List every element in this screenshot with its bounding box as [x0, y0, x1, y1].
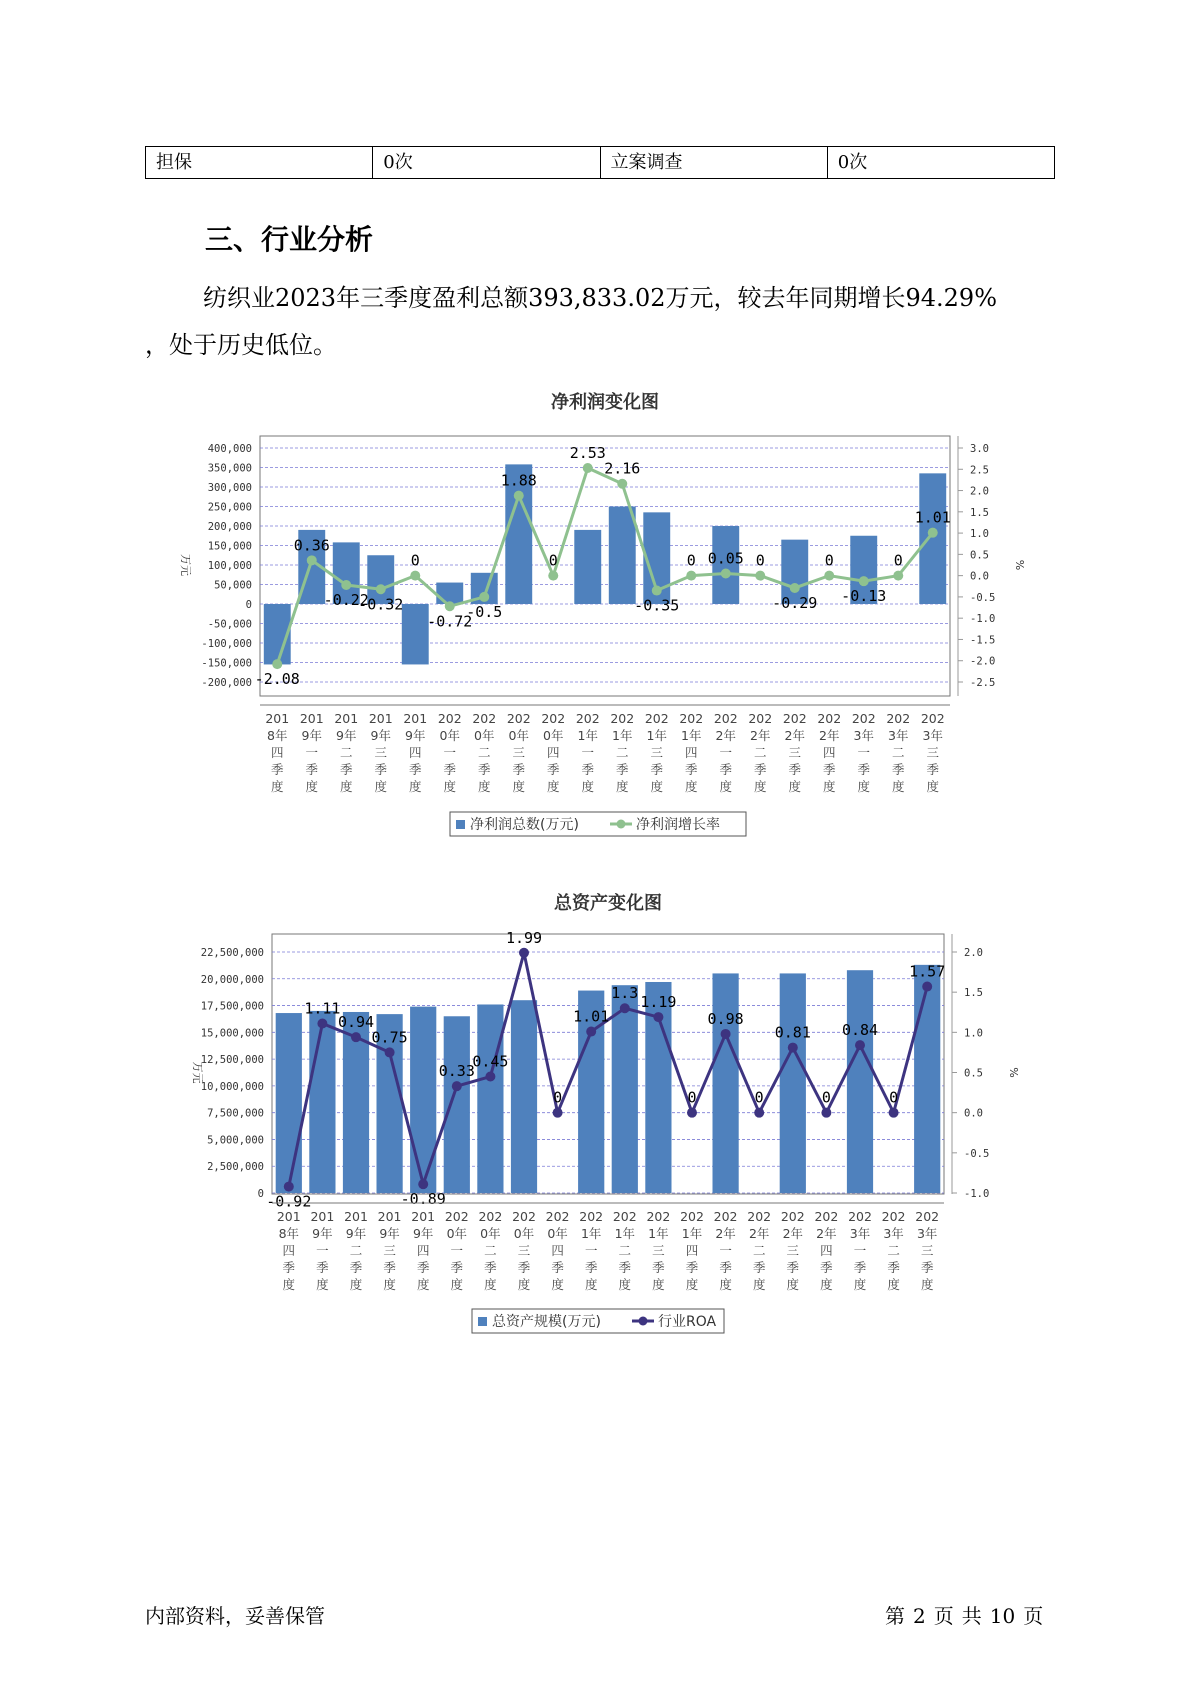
x-tick-label: 201 9年一季度: [310, 1209, 335, 1292]
line-point: [721, 1029, 731, 1039]
line-point: [418, 1179, 428, 1189]
line-point: [514, 491, 524, 501]
y-tick-label: 400,000: [207, 443, 252, 455]
data-label: -0.89: [400, 1190, 446, 1209]
y-tick-label: 20,000,000: [200, 973, 264, 986]
y2-tick-label: 3.0: [970, 443, 989, 455]
x-tick-label: 202 0年一季度: [444, 1209, 469, 1292]
bar: [444, 1016, 470, 1193]
footer-page-number: [885, 1600, 1051, 1629]
bar: [436, 583, 463, 604]
data-label: 2.16: [604, 459, 641, 478]
x-tick-label: 202 0年三季度: [512, 1209, 536, 1292]
data-label: 0.98: [707, 1009, 744, 1028]
x-tick-label: 202 2年三季度: [780, 1209, 805, 1292]
data-label: 1.99: [505, 928, 543, 947]
x-tick-label: 201 9年一季度: [299, 711, 324, 794]
y2-tick-label: 1.0: [964, 1027, 983, 1040]
bar: [914, 965, 940, 1193]
legend-bar-swatch: [478, 1317, 487, 1326]
line-point: [445, 601, 455, 611]
chart-title: 净利润变化图: [551, 392, 659, 413]
y2-axis-title: %: [1007, 1067, 1020, 1078]
y-tick-label: -150,000: [201, 657, 252, 670]
footer-confidential-note: 内部资料，妥善保管: [145, 1604, 325, 1628]
y2-tick-label: -0.5: [964, 1147, 990, 1160]
line-point: [686, 571, 696, 581]
y2-tick-label: 0.0: [964, 1107, 983, 1120]
line-point: [754, 1108, 764, 1118]
data-label: -0.5: [466, 602, 503, 621]
x-tick-label: 201 8年四季度: [276, 1209, 301, 1292]
risk-info-table: [145, 146, 1055, 179]
data-label: 1.01: [914, 508, 951, 527]
x-tick-label: 201 9年四季度: [403, 711, 428, 794]
data-label: 0.33: [438, 1062, 475, 1081]
x-tick-label: 202 3年一季度: [851, 711, 876, 794]
footer-page-current: 2: [913, 1604, 926, 1628]
x-tick-label: 202 1年四季度: [679, 711, 704, 794]
legend-label: 净利润增长率: [636, 817, 720, 833]
line-point: [893, 571, 903, 581]
data-label: 0: [821, 1088, 831, 1107]
y-tick-label: 22,500,000: [200, 947, 264, 959]
line-point: [859, 576, 869, 586]
y-tick-label: 250,000: [207, 501, 252, 514]
y2-tick-label: -1.0: [970, 613, 996, 626]
data-label: 0.81: [774, 1023, 811, 1042]
y-tick-label: 7,500,000: [207, 1107, 264, 1120]
bar: [919, 473, 946, 604]
bar: [402, 604, 429, 664]
table-cell-guarantee-label: 担保: [146, 147, 373, 179]
data-label: 1.01: [573, 1007, 610, 1026]
x-tick-label: 201 9年二季度: [334, 711, 359, 794]
line-point: [307, 555, 317, 565]
data-label: -0.13: [841, 587, 887, 606]
x-tick-label: 201 9年四季度: [411, 1209, 436, 1292]
line-point: [788, 1043, 798, 1053]
line-point: [617, 479, 627, 489]
legend-label: 净利润总数(万元): [470, 817, 579, 833]
line-point: [479, 592, 489, 602]
y2-tick-label: 2.5: [970, 464, 989, 477]
data-label: 1.3: [611, 984, 639, 1003]
y-tick-label: -50,000: [207, 618, 252, 631]
y-tick-label: 5,000,000: [207, 1134, 264, 1147]
industry-paragraph: [145, 275, 1080, 369]
bar: [574, 530, 601, 604]
bar: [410, 1007, 436, 1193]
data-label: 0.84: [841, 1021, 879, 1040]
y2-tick-label: 2.0: [964, 947, 983, 959]
bar: [477, 1004, 503, 1193]
legend-line-marker: [639, 1317, 648, 1326]
y2-tick-label: 0.5: [970, 549, 989, 562]
table-cell-guarantee-value: 0次: [373, 147, 600, 179]
x-tick-label: 202 3年三季度: [915, 1209, 940, 1292]
data-label: -0.32: [358, 595, 404, 614]
x-tick-label: 202 0年二季度: [478, 1209, 503, 1292]
data-label: 1.11: [304, 999, 341, 1018]
x-tick-label: 202 2年二季度: [747, 1209, 772, 1292]
y-tick-label: 200,000: [207, 521, 252, 533]
x-tick-label: 202 3年二季度: [881, 1209, 906, 1292]
footer-page-word: 共: [961, 1604, 982, 1628]
x-tick-label: 202 0年三季度: [506, 711, 531, 794]
data-label: 0: [893, 551, 903, 570]
y-tick-label: 150,000: [207, 540, 252, 553]
line-point: [519, 948, 529, 958]
y-tick-label: 2,500,000: [207, 1161, 264, 1174]
plot-frame: [272, 934, 944, 1194]
data-label: 0: [824, 551, 834, 570]
line-point: [410, 571, 420, 581]
footer-page-word: 第: [885, 1604, 905, 1628]
x-tick-label: 202 2年二季度: [748, 711, 773, 794]
y2-tick-label: 1.5: [970, 506, 989, 519]
data-label: 1.57: [909, 962, 946, 981]
footer-page-word: 页: [1023, 1604, 1044, 1628]
y2-tick-label: -1.5: [970, 634, 996, 647]
y2-tick-label: -0.5: [970, 591, 996, 604]
bar: [712, 973, 738, 1193]
data-label: -0.92: [266, 1192, 312, 1211]
line-point: [721, 569, 731, 579]
x-tick-label: 202 0年四季度: [541, 711, 566, 794]
data-label: 0: [754, 1088, 764, 1107]
y-tick-label: 350,000: [207, 462, 252, 475]
x-tick-label: 202 1年一季度: [579, 1209, 604, 1292]
y2-axis-title: %: [1013, 559, 1026, 571]
line-point: [385, 1047, 395, 1057]
data-label: -2.08: [254, 670, 300, 689]
y-tick-label: 12,500,000: [200, 1054, 264, 1067]
line-point: [755, 571, 765, 581]
data-label: 0: [410, 551, 420, 570]
data-label: -0.72: [427, 612, 473, 631]
table-cell-investigation-value: 0次: [827, 147, 1054, 179]
data-label: 0.94: [337, 1013, 375, 1032]
chart-title: 总资产变化图: [554, 893, 662, 914]
line-point: [351, 1032, 361, 1042]
data-label: -0.35: [634, 596, 680, 615]
y-tick-label: 17,500,000: [200, 1000, 264, 1013]
x-tick-label: 202 2年四季度: [814, 1209, 839, 1292]
data-label: 0: [755, 551, 765, 570]
y2-tick-label: 1.5: [964, 987, 983, 1000]
data-label: 2.53: [569, 443, 606, 462]
x-tick-label: 201 8年四季度: [265, 711, 290, 794]
y2-tick-label: -2.5: [970, 677, 996, 689]
line-point: [653, 1012, 663, 1022]
x-tick-label: 202 1年三季度: [644, 711, 669, 794]
y2-tick-label: -2.0: [970, 655, 996, 668]
footer-page-word: 页: [933, 1604, 954, 1628]
line-point: [272, 659, 282, 669]
x-tick-label: 202 2年三季度: [782, 711, 807, 794]
legend-label: 总资产规模(万元): [492, 1314, 601, 1330]
y-tick-label: 100,000: [207, 560, 252, 572]
y2-tick-label: 1.0: [970, 528, 989, 541]
line-point: [790, 583, 800, 593]
bar: [276, 1013, 302, 1193]
line-point: [548, 571, 558, 581]
data-label: 1.19: [640, 993, 677, 1012]
data-label: 0.75: [371, 1028, 408, 1047]
x-tick-label: 202 1年四季度: [680, 1209, 704, 1292]
x-tick-label: 202 2年四季度: [817, 711, 842, 794]
paragraph-line-1: 纺织业2023年三季度盈利总额393,833.02万元，较去年同期增长94.29%: [203, 284, 998, 312]
bar: [609, 507, 636, 605]
x-tick-label: 202 1年一季度: [575, 711, 600, 794]
bar: [780, 973, 806, 1193]
table-row: [146, 147, 1055, 179]
x-tick-label: 202 1年二季度: [612, 1209, 637, 1292]
line-point: [553, 1108, 563, 1118]
y-axis-title: 万元: [191, 1061, 204, 1084]
legend-line-marker: [617, 820, 626, 829]
y-axis-title: 万元: [179, 554, 192, 576]
x-tick-label: 202 0年二季度: [472, 711, 497, 794]
x-tick-label: 202 3年三季度: [920, 711, 945, 794]
net-profit-chart: [0, 385, 1191, 855]
y-tick-label: 50,000: [214, 579, 252, 592]
x-tick-label: 202 0年四季度: [545, 1209, 570, 1292]
line-point: [620, 1003, 630, 1013]
line-point: [376, 584, 386, 594]
paragraph-line-2: ，处于历史低位。: [145, 331, 337, 359]
data-label: 0: [687, 1088, 697, 1107]
data-label: 0: [686, 551, 696, 570]
y-tick-label: 0: [257, 1188, 264, 1200]
y-tick-label: 10,000,000: [200, 1080, 264, 1093]
data-label: 0: [548, 551, 558, 570]
line-point: [821, 1108, 831, 1118]
data-label: -0.29: [772, 593, 818, 612]
line-point: [889, 1108, 899, 1118]
line-point: [583, 463, 593, 473]
y2-tick-label: 0.5: [964, 1067, 983, 1080]
y-tick-label: 300,000: [207, 482, 252, 494]
section-heading: 三、行业分析: [205, 223, 374, 256]
line-point: [284, 1182, 294, 1192]
x-tick-label: 202 3年一季度: [848, 1209, 872, 1292]
total-assets-chart: [0, 885, 1191, 1365]
line-point: [652, 586, 662, 596]
line-point: [341, 580, 351, 590]
data-label: 1.88: [500, 471, 537, 490]
bar: [847, 970, 873, 1193]
table-cell-investigation-label: 立案调查: [600, 147, 827, 179]
line-point: [922, 982, 932, 992]
y2-tick-label: -1.0: [964, 1188, 990, 1200]
data-label: 0.36: [293, 536, 330, 555]
x-tick-label: 201 9年三季度: [377, 1209, 402, 1292]
x-tick-label: 201 9年二季度: [344, 1209, 368, 1292]
y-tick-label: 0: [245, 599, 252, 611]
y-tick-label: -100,000: [201, 638, 252, 650]
data-label: 0: [553, 1088, 563, 1107]
line-point: [928, 528, 938, 538]
line-point: [317, 1018, 327, 1028]
legend-label: 行业ROA: [658, 1314, 717, 1330]
x-tick-label: 202 3年二季度: [886, 711, 911, 794]
x-tick-label: 202 0年一季度: [437, 711, 462, 794]
y-tick-label: 15,000,000: [200, 1027, 264, 1040]
x-tick-label: 202 2年一季度: [713, 1209, 738, 1292]
legend-bar-swatch: [456, 820, 465, 829]
bar: [309, 1011, 335, 1193]
footer-page-total: 10: [989, 1604, 1016, 1628]
data-label: 0.45: [472, 1052, 509, 1071]
line-point: [824, 571, 834, 581]
line-point: [485, 1072, 495, 1082]
line-point: [586, 1027, 596, 1037]
x-tick-label: 202 1年二季度: [610, 711, 635, 794]
x-tick-label: 201 9年三季度: [368, 711, 393, 794]
line-point: [855, 1040, 865, 1050]
x-tick-label: 202 1年三季度: [646, 1209, 671, 1292]
data-label: -0.22: [323, 590, 369, 609]
y2-tick-label: 0.0: [970, 570, 989, 583]
x-tick-label: 202 2年一季度: [713, 711, 738, 794]
data-label: 0.05: [707, 549, 744, 568]
bar: [511, 1000, 537, 1193]
line-point: [452, 1081, 462, 1091]
data-label: 0: [889, 1088, 899, 1107]
y-tick-label: -200,000: [201, 677, 252, 689]
y2-tick-label: 2.0: [970, 485, 989, 498]
line-point: [687, 1108, 697, 1118]
